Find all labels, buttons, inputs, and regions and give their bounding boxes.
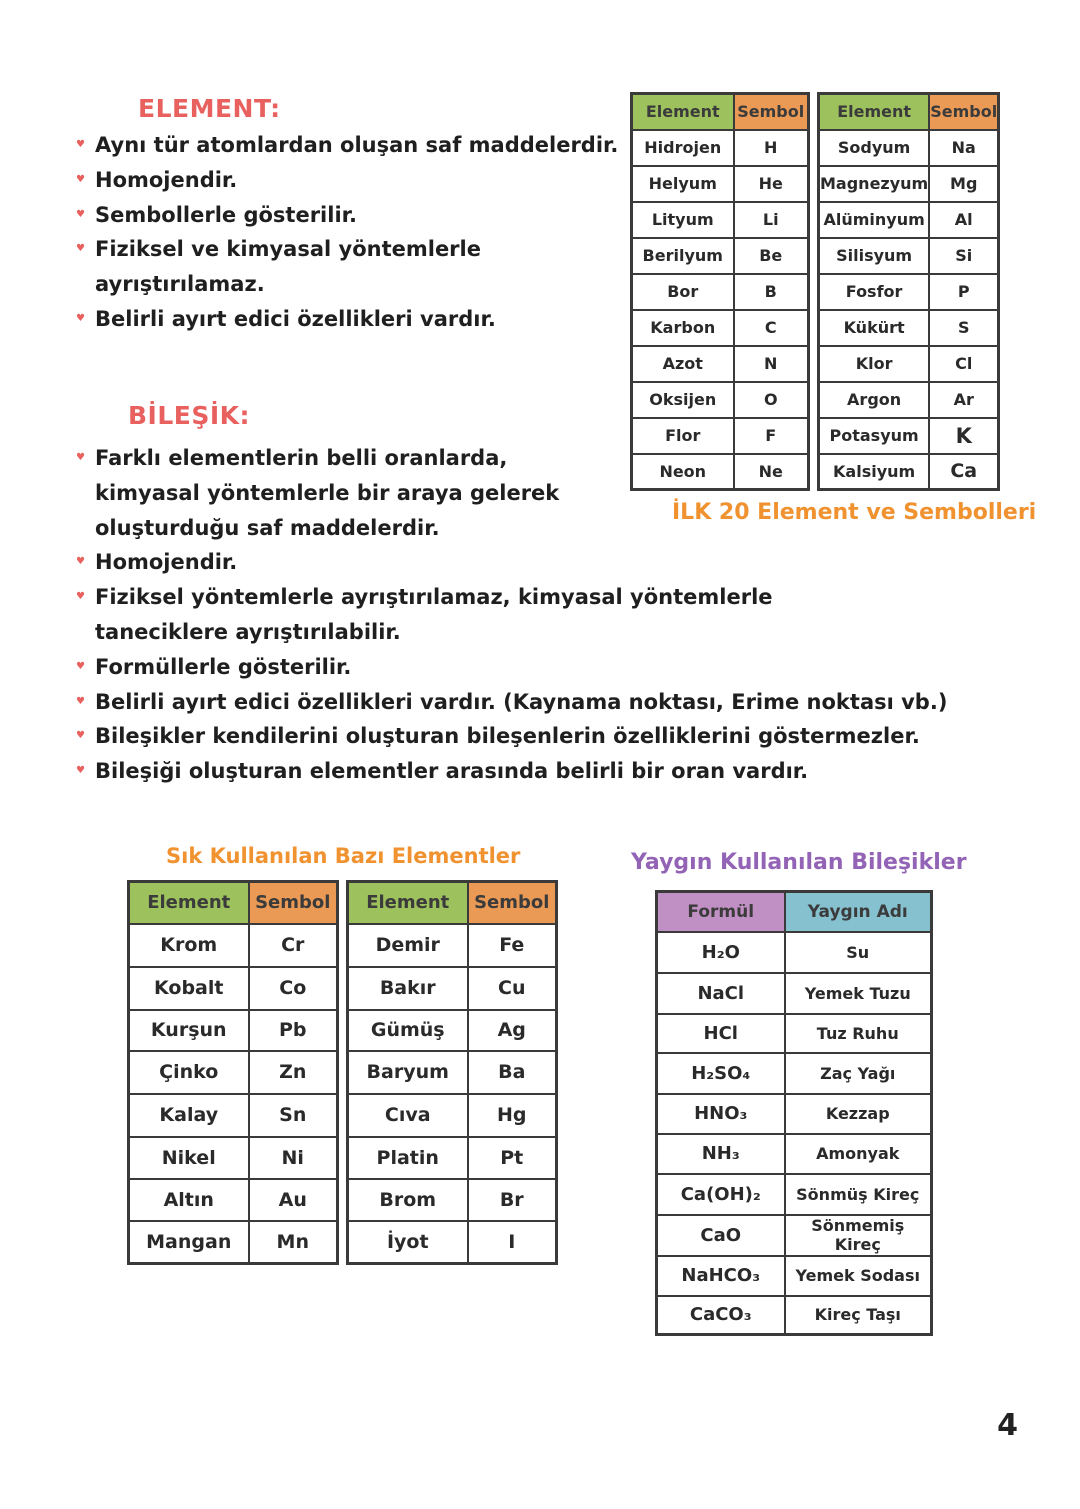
first20-caption: İLK 20 Element ve Sembolleri [672, 500, 1037, 525]
table-cell: Mn [249, 1221, 338, 1264]
table-cell: F [734, 418, 809, 454]
column-header: Formül [657, 892, 785, 932]
table-cell: Mangan [129, 1221, 249, 1264]
table-cell: Li [734, 202, 809, 238]
table-cell: Sn [249, 1094, 338, 1137]
formula-cell: H₂O [657, 932, 785, 973]
bilesik-bullet-list [75, 441, 955, 789]
table-cell: Ni [249, 1137, 338, 1179]
table-cell: K [929, 418, 998, 454]
table-cell: Demir [348, 924, 468, 967]
list-item: ♥ Farklı elementlerin belli oranlarda, kimyasal yöntemlerle bir araya gelerek oluşturduğu saf maddelerdir. [75, 441, 605, 545]
table-cell: Alüminyum [819, 202, 930, 238]
list-item: ♥ Formüllerle gösterilir. [75, 650, 955, 685]
table-cell: Pb [249, 1010, 338, 1051]
table-cell: Altın [129, 1179, 249, 1221]
table-cell: Bakır [348, 967, 468, 1010]
table-cell: Sodyum [819, 130, 930, 166]
compounds-caption: Yaygın Kullanılan Bileşikler [631, 850, 967, 875]
formula-cell: CaCO₃ [657, 1296, 785, 1335]
table-cell: İyot [348, 1221, 468, 1264]
common-name-cell: Amonyak [785, 1134, 932, 1174]
bilesik-heading: BİLEŞİK: [128, 401, 251, 430]
table-cell: Ag [468, 1010, 557, 1051]
table-cell: Cl [929, 346, 998, 382]
list-item: ♥ Bileşikler kendilerini oluşturan bileşenlerin özelliklerini göstermezler. [75, 719, 955, 754]
column-header: Sembol [249, 882, 338, 924]
table-cell: Hidrojen [632, 130, 734, 166]
common-name-cell: Sönmüş Kireç [785, 1174, 932, 1215]
column-header: Sembol [929, 94, 998, 130]
table-cell: Ne [734, 454, 809, 490]
table-cell: Al [929, 202, 998, 238]
table-cell: Baryum [348, 1051, 468, 1094]
table-cell: Bor [632, 274, 734, 310]
table-cell: Nikel [129, 1137, 249, 1179]
table-cell: Kobalt [129, 967, 249, 1010]
table-cell: Kalay [129, 1094, 249, 1137]
list-item: ♥ Bileşiği oluşturan elementler arasında belirli bir oran vardır. [75, 754, 955, 789]
table-cell: Platin [348, 1137, 468, 1179]
list-item: ♥ Homojendir. [75, 545, 955, 580]
table-cell: P [929, 274, 998, 310]
formula-cell: CaO [657, 1215, 785, 1256]
common-name-cell: Yemek Sodası [785, 1256, 932, 1296]
list-item: ♥ Fiziksel yöntemlerle ayrıştırılamaz, kimyasal yöntemlerle taneciklere ayrıştırılabilir. [75, 580, 905, 650]
list-item: ♥ Sembollerle gösterilir. [75, 198, 625, 233]
table-cell: Azot [632, 346, 734, 382]
table-cell: Ba [468, 1051, 557, 1094]
table-cell: Fe [468, 924, 557, 967]
list-item: ♥ Fiziksel ve kimyasal yöntemlerle ayrıştırılamaz. [75, 232, 495, 302]
table-cell: Si [929, 238, 998, 274]
table-cell: Karbon [632, 310, 734, 346]
table-cell: Argon [819, 382, 930, 418]
table-cell: Krom [129, 924, 249, 967]
table-cell: Çinko [129, 1051, 249, 1094]
formula-cell: HCl [657, 1014, 785, 1053]
list-item: ♥ Belirli ayırt edici özellikleri vardır. [75, 302, 625, 337]
table-cell: Silisyum [819, 238, 930, 274]
table-cell: O [734, 382, 809, 418]
formula-cell: H₂SO₄ [657, 1053, 785, 1094]
table-cell: Klor [819, 346, 930, 382]
list-item: ♥ Aynı tür atomlardan oluşan saf maddelerdir. [75, 128, 625, 163]
table-cell: S [929, 310, 998, 346]
table-cell: Magnezyum [819, 166, 930, 202]
table-cell: Cr [249, 924, 338, 967]
table-cell: Kurşun [129, 1010, 249, 1051]
table-cell: Neon [632, 454, 734, 490]
column-header: Sembol [468, 882, 557, 924]
table-cell: Brom [348, 1179, 468, 1221]
common-name-cell: Kireç Taşı [785, 1296, 932, 1335]
common-name-cell: Sönmemiş Kireç [785, 1215, 932, 1256]
common-name-cell: Zaç Yağı [785, 1053, 932, 1094]
common-elements-table-left [127, 880, 339, 1265]
table-cell: Oksijen [632, 382, 734, 418]
formula-cell: NaCl [657, 973, 785, 1014]
table-cell: Fosfor [819, 274, 930, 310]
list-item: ♥ Homojendir. [75, 163, 625, 198]
table-cell: Cıva [348, 1094, 468, 1137]
table-cell: Ar [929, 382, 998, 418]
table-cell: Au [249, 1179, 338, 1221]
formula-cell: NH₃ [657, 1134, 785, 1174]
table-cell: Co [249, 967, 338, 1010]
table-cell: He [734, 166, 809, 202]
table-cell: Flor [632, 418, 734, 454]
compounds-table [655, 890, 933, 1336]
common-elements-caption: Sık Kullanılan Bazı Elementler [166, 844, 521, 868]
element-heading: ELEMENT: [138, 94, 281, 123]
table-cell: C [734, 310, 809, 346]
table-cell: Potasyum [819, 418, 930, 454]
page-number: 4 [997, 1408, 1018, 1443]
common-name-cell: Yemek Tuzu [785, 973, 932, 1014]
table-cell: Cu [468, 967, 557, 1010]
table-cell: Kalsiyum [819, 454, 930, 490]
list-item: ♥ Belirli ayırt edici özellikleri vardır. (Kaynama noktası, Erime noktası vb.) [75, 685, 955, 720]
column-header: Sembol [734, 94, 809, 130]
table-cell: H [734, 130, 809, 166]
table-cell: Lityum [632, 202, 734, 238]
table-cell: Be [734, 238, 809, 274]
common-elements-table-right [346, 880, 558, 1265]
table-cell: Zn [249, 1051, 338, 1094]
first20-table-left [630, 92, 810, 491]
formula-cell: Ca(OH)₂ [657, 1174, 785, 1215]
table-cell: N [734, 346, 809, 382]
table-cell: Mg [929, 166, 998, 202]
table-cell: Gümüş [348, 1010, 468, 1051]
column-header: Element [129, 882, 249, 924]
column-header: Element [632, 94, 734, 130]
column-header: Yaygın Adı [785, 892, 932, 932]
table-cell: B [734, 274, 809, 310]
table-cell: Na [929, 130, 998, 166]
table-cell: Br [468, 1179, 557, 1221]
table-cell: Hg [468, 1094, 557, 1137]
common-name-cell: Su [785, 932, 932, 973]
table-cell: Berilyum [632, 238, 734, 274]
formula-cell: NaHCO₃ [657, 1256, 785, 1296]
common-name-cell: Tuz Ruhu [785, 1014, 932, 1053]
table-cell: I [468, 1221, 557, 1264]
table-cell: Ca [929, 454, 998, 490]
formula-cell: HNO₃ [657, 1094, 785, 1134]
column-header: Element [348, 882, 468, 924]
common-name-cell: Kezzap [785, 1094, 932, 1134]
table-cell: Kükürt [819, 310, 930, 346]
element-bullet-list [75, 128, 625, 337]
column-header: Element [819, 94, 930, 130]
first20-table-right [817, 92, 1000, 491]
table-cell: Pt [468, 1137, 557, 1179]
table-cell: Helyum [632, 166, 734, 202]
